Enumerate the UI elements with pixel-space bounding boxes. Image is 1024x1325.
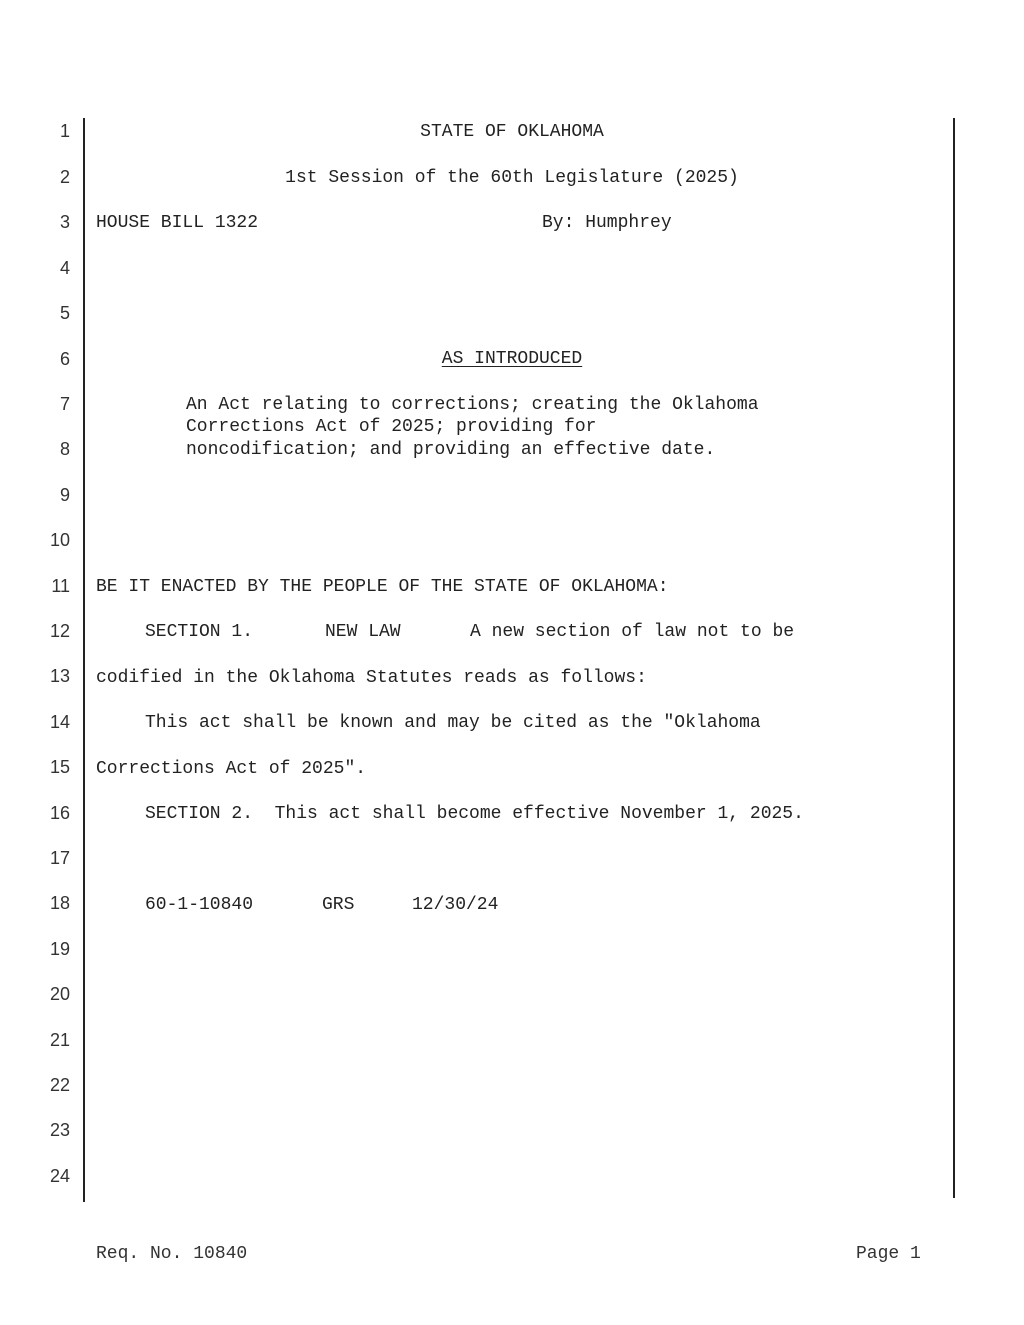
section1-body: Corrections Act of 2025". <box>96 759 367 779</box>
line-number: 12 <box>49 621 70 641</box>
line-number: 18 <box>49 893 70 913</box>
section1-body: This act shall be known and may be cited as the "Oklahoma <box>145 713 761 733</box>
reference-initials: GRS <box>322 895 355 915</box>
status-text: AS INTRODUCED <box>441 349 583 369</box>
section1-new-law-tag: NEW LAW <box>325 622 401 642</box>
line-number: 7 <box>59 394 70 414</box>
enacting-clause: BE IT ENACTED BY THE PEOPLE OF THE STATE OF OKLAHOMA: <box>96 577 669 597</box>
line-number: 21 <box>49 1030 70 1050</box>
title-line: An Act relating to corrections; creating the Oklahoma <box>186 395 759 415</box>
line-number: 17 <box>49 848 70 868</box>
line-number: 13 <box>49 666 70 686</box>
line-number: 1 <box>59 121 70 141</box>
status-heading <box>96 348 928 370</box>
reference-code: 60-1-10840 <box>145 895 254 915</box>
line-number: 22 <box>49 1075 70 1095</box>
line-number: 4 <box>59 258 70 278</box>
line-number: 8 <box>59 439 70 459</box>
section1-text: codified in the Oklahoma Statutes reads as follows: <box>96 668 647 688</box>
line-number: 11 <box>51 576 70 596</box>
line-number: 3 <box>59 212 70 232</box>
section1-heading: SECTION 1. <box>145 622 254 642</box>
line-number: 15 <box>49 757 70 777</box>
line-number: 20 <box>49 984 70 1004</box>
line-number: 19 <box>49 939 70 959</box>
session-heading: 1st Session of the 60th Legislature (2025) <box>285 168 739 188</box>
title-line: noncodification; and providing an effective date. <box>186 440 716 460</box>
bill-author: By: Humphrey <box>542 213 672 233</box>
line-number: 5 <box>59 303 70 323</box>
line-number: 6 <box>59 349 70 369</box>
right-margin-rule <box>953 118 955 1198</box>
section2-text: SECTION 2. This act shall become effective November 1, 2025. <box>145 804 804 824</box>
title-line: Corrections Act of 2025; providing for <box>186 417 597 437</box>
line-number: 14 <box>49 712 70 732</box>
line-number: 2 <box>59 167 70 187</box>
line-number: 9 <box>59 485 70 505</box>
request-number: Req. No. 10840 <box>96 1244 248 1264</box>
section1-text: A new section of law not to be <box>470 622 795 642</box>
state-heading: STATE OF OKLAHOMA <box>420 122 604 142</box>
page-number: Page 1 <box>856 1244 921 1264</box>
line-number: 23 <box>49 1120 70 1140</box>
line-number: 16 <box>49 803 70 823</box>
line-number: 24 <box>49 1166 70 1186</box>
reference-date: 12/30/24 <box>412 895 499 915</box>
bill-number: HOUSE BILL 1322 <box>96 213 259 233</box>
line-number: 10 <box>49 530 70 550</box>
left-margin-rule <box>83 118 85 1202</box>
